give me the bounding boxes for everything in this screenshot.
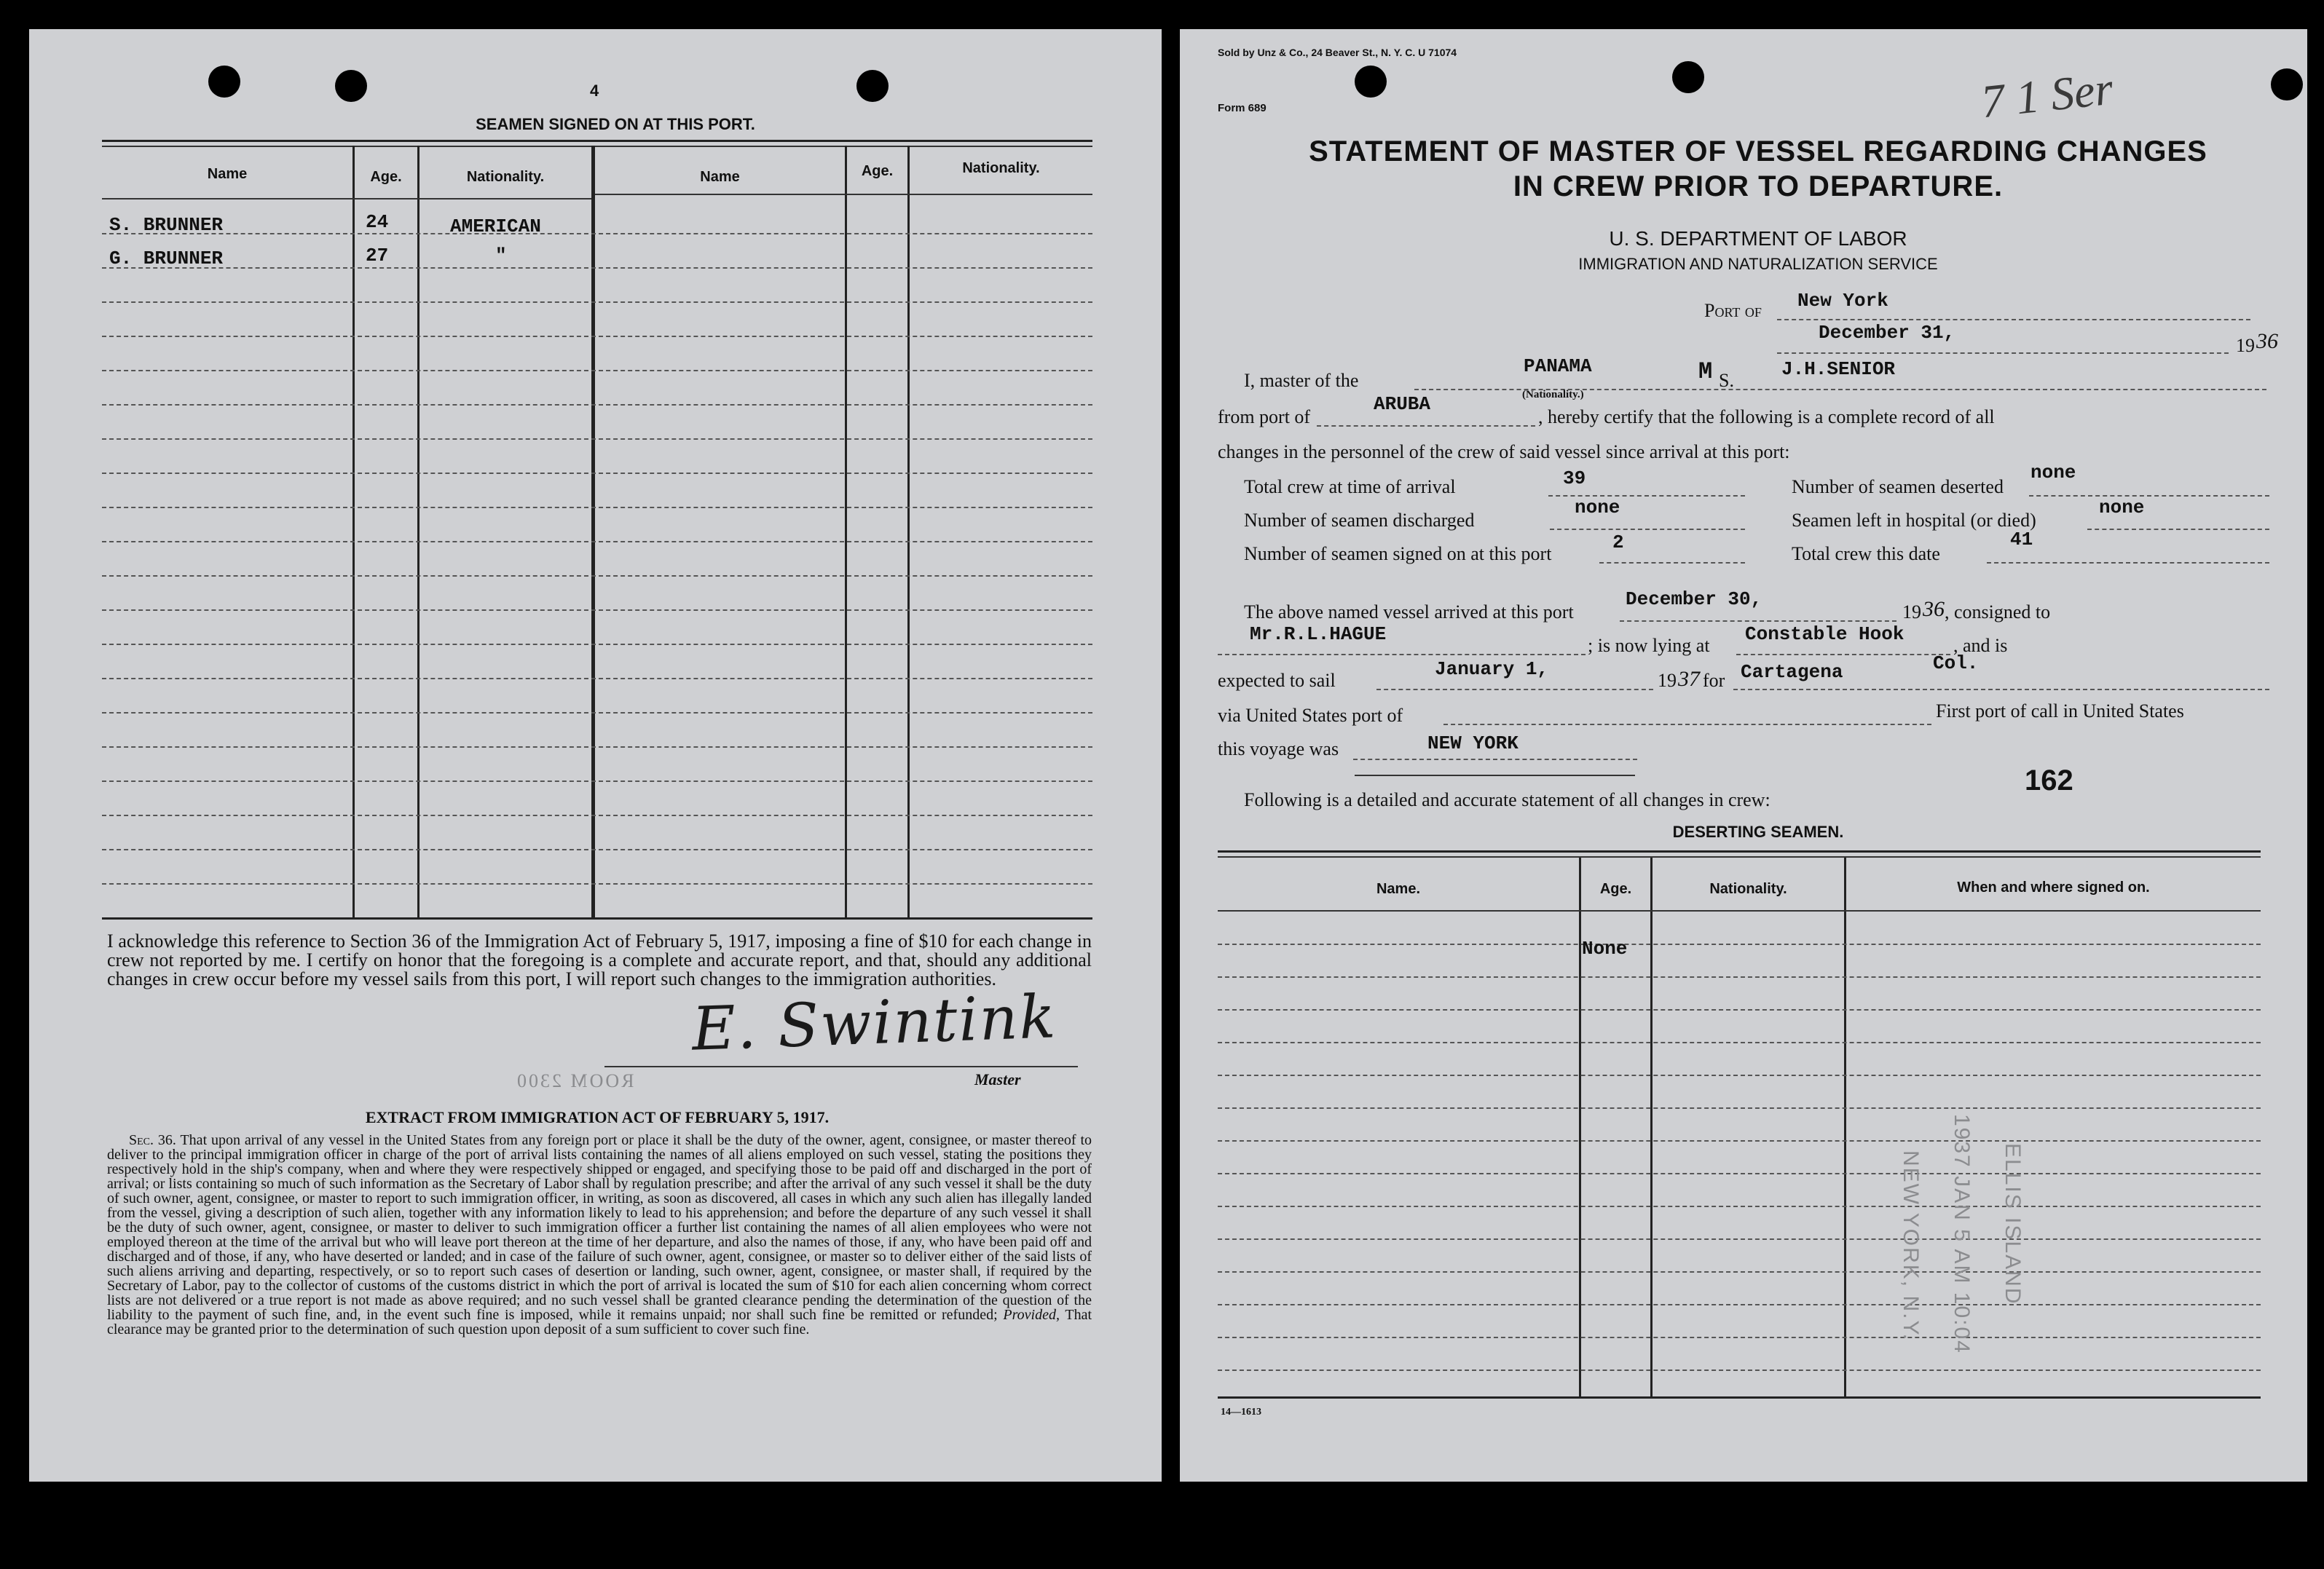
row-rule	[102, 815, 1092, 816]
certify-text: , hereby certify that the following is a complete record of all	[1538, 406, 1995, 427]
room-stamp: ROOM 2300	[515, 1070, 634, 1091]
column-header-age: Age.	[861, 163, 894, 179]
fill-line	[2029, 495, 2269, 497]
voyage-label: this voyage was	[1218, 738, 1339, 759]
none-entry: None	[1582, 938, 1628, 960]
acknowledgment-text: I acknowledge this reference to Section 36 of the Immigration Act of February 5, 1917, imposing a fine of $10 for each change in crew not reported by me. I certify on honor that the foregoing is a complete and accurate report, and that, should any additional changes in crew occur before my vessel sails from this port, I will report such changes to the immigration authorities.	[107, 930, 1092, 989]
first-port-label: First port of call in United States	[1936, 700, 2184, 722]
table-top-rule	[1218, 856, 2261, 858]
row-rule	[102, 849, 1092, 850]
table-cell-nationality: AMERICAN	[450, 216, 541, 237]
punch-hole	[1672, 61, 1704, 93]
column-divider	[845, 146, 847, 917]
fill-line	[1733, 689, 2269, 690]
row-rule	[1218, 1075, 2261, 1076]
fill-line	[2087, 529, 2269, 530]
fill-underline	[1355, 775, 1635, 776]
vessel-name: J.H.SENIOR	[1781, 358, 1896, 380]
header-bottom-rule	[595, 194, 1092, 195]
left-page	[29, 29, 1162, 1482]
row-rule	[102, 609, 1092, 611]
hospital-value: none	[2099, 497, 2145, 518]
consignee-value: Mr.R.L.HAGUE	[1250, 623, 1387, 645]
row-rule	[1218, 1009, 2261, 1011]
row-rule	[102, 575, 1092, 577]
table-top-rule	[1218, 850, 2261, 853]
row-rule	[1218, 976, 2261, 978]
department-name: U. S. DEPARTMENT OF LABOR	[1609, 227, 1907, 250]
column-divider	[352, 146, 355, 917]
table-cell-name: G. BRUNNER	[109, 248, 224, 269]
deserted-value: none	[2030, 462, 2076, 483]
column-header-nationality: Nationality.	[962, 160, 1040, 176]
arrived-year-prefix: 19	[1902, 601, 1921, 623]
fill-line	[1777, 319, 2250, 320]
punch-hole	[335, 70, 367, 102]
destination-country: Col.	[1933, 652, 1979, 674]
header-bottom-rule	[102, 198, 591, 199]
column-header-name: Name.	[1376, 881, 1421, 897]
signature-line	[604, 1066, 1078, 1067]
column-divider	[417, 146, 419, 917]
row-rule	[102, 746, 1092, 748]
table-cell-nationality: "	[495, 245, 507, 266]
via-label: via United States port of	[1218, 705, 1403, 726]
table-top-rule	[102, 146, 1092, 147]
fill-line	[1550, 529, 1745, 530]
lying-label: ; is now lying at	[1588, 635, 1710, 656]
row-rule	[1218, 1042, 2261, 1043]
master-label: I, master of the	[1244, 370, 1359, 391]
row-rule	[102, 267, 1092, 269]
changes-text: changes in the personnel of the crew of said vessel since arrival at this port:	[1218, 441, 1790, 462]
total-crew-date-value: 41	[2010, 529, 2033, 550]
punch-hole	[208, 66, 240, 98]
extract-end: That clearance may be granted prior to the determination of such question upon deposit of a sum sufficient to cover such fine.	[107, 1307, 1092, 1337]
discharged-label: Number of seamen discharged	[1244, 510, 1475, 531]
discharged-value: none	[1575, 497, 1620, 518]
hospital-label: Seamen left in hospital (or died)	[1792, 510, 2036, 531]
row-rule	[102, 678, 1092, 679]
from-port-value: ARUBA	[1374, 393, 1431, 415]
footer-code: 14—1613	[1221, 1407, 1261, 1418]
year-suffix: 36	[2256, 329, 2278, 353]
form-number: Form 689	[1218, 102, 1267, 114]
column-divider	[1650, 858, 1653, 1396]
fill-line	[1987, 562, 2269, 564]
column-header-signed-on: When and where signed on.	[1957, 880, 2150, 896]
for-label: for	[1703, 670, 1725, 691]
table-bottom-rule	[102, 917, 1092, 920]
vessel-s: S.	[1719, 370, 1734, 391]
row-rule	[102, 473, 1092, 474]
fill-line	[1317, 425, 1535, 427]
signed-on-label: Number of seamen signed on at this port	[1244, 543, 1552, 564]
row-rule	[102, 507, 1092, 508]
fill-line	[1599, 562, 1745, 564]
table-cell-age: 27	[366, 245, 389, 266]
year-prefix: 19	[2236, 335, 2255, 356]
extract-title: EXTRACT FROM IMMIGRATION ACT OF FEBRUARY 5, 1917.	[365, 1108, 830, 1126]
vessel-type: M	[1698, 358, 1713, 385]
row-rule	[102, 336, 1092, 337]
table-top-rule	[102, 140, 1092, 142]
consigned-label: , consigned to	[1945, 601, 2051, 623]
extract-body	[107, 1133, 1092, 1337]
port-label: Port of	[1704, 300, 1762, 321]
service-name: IMMIGRATION AND NATURALIZATION SERVICE	[1578, 255, 1938, 273]
column-header-age: Age.	[370, 169, 402, 185]
row-rule	[102, 644, 1092, 645]
expected-year-prefix: 19	[1658, 670, 1677, 691]
nationality-caption: (Nationality.)	[1522, 389, 1584, 400]
column-header-age: Age.	[1599, 881, 1632, 897]
total-crew-arrival-value: 39	[1563, 467, 1586, 489]
table-cell-name: S. BRUNNER	[109, 214, 224, 236]
column-divider	[591, 146, 595, 917]
arrived-label: The above named vessel arrived at this port	[1244, 601, 1574, 623]
port-value: New York	[1797, 290, 1888, 312]
column-header-name: Name	[700, 169, 740, 185]
right-page	[1180, 29, 2307, 1482]
punch-hole	[2271, 68, 2303, 100]
row-rule	[1218, 944, 2261, 945]
row-rule	[102, 370, 1092, 371]
row-rule	[102, 301, 1092, 303]
row-rule	[1218, 1107, 2261, 1109]
destination-value: Cartagena	[1741, 661, 1843, 683]
column-header-nationality: Nationality.	[1709, 881, 1787, 897]
fill-line	[1376, 689, 1653, 690]
row-rule	[102, 780, 1092, 782]
column-header-nationality: Nationality.	[466, 169, 545, 185]
following-text: Following is a detailed and accurate statement of all changes in crew:	[1244, 789, 1770, 810]
row-rule	[102, 712, 1092, 714]
fill-line	[1620, 620, 1896, 622]
column-divider	[1579, 858, 1581, 1396]
form-title: IN CREW PRIOR TO DEPARTURE.	[1513, 170, 2004, 202]
row-rule	[102, 233, 1092, 234]
lying-value: Constable Hook	[1745, 623, 1905, 645]
column-divider	[1844, 858, 1846, 1396]
stamp-line: 1937 JAN 5 AM 10:04	[1950, 1114, 1974, 1354]
page-stamp: 162	[2025, 764, 2073, 797]
punch-hole	[856, 70, 889, 102]
extract-text: That upon arrival of any vessel in the United States from any foreign port or place it shall be the duty of the owner, agent, consignee, or master thereof to deliver to the principal immigration officer in charge of the port of arrival lists containing the names of all aliens employed on such vessel, stating the positions they respectively hold in the ship's company, when and where they were respectively shipped or engaged, and specifying those to be paid off and discharged in the port of arrival; or lists containing so much of such information as the Secretary of Labor shall by regulation prescribe; and after the arrival of any such vessel it shall be the duty of such owner, agent, consignee, or master to report to such immigration officer, in writing, as soon as discovered, all cases in which any such alien has illegally landed from the vessel, giving a description of such alien, together with any information likely to lead to his apprehension; and before the departure of any such vessel it shall be the duty of such owner, agent, consignee, or master to deliver to such immigration officer a further list containing the names of all alien employees who were not employed thereon at the time of the arrival but who will leave port thereon at the time of her departure, and also the names of those, if any, who have been paid off and discharged and of those, if any, who have deserted or landed; and in case of the failure of such owner, agent, consignee, or master so to deliver either of the said lists of such aliens arriving and departing, respectively, or so to report such cases of desertion or landing, such owner, agent, consignee, or master shall, if required by the Secretary of Labor, pay to the collector of customs of the customs district in which the port of arrival is located the sum of $10 for each alien concerning whom correct lists are not delivered or a true report is not made as above required; and no such vessel shall be granted clearance pending the determination of the question of the liability to the payment of such fine, and, in the event such fine is imposed, while it remains unpaid; nor shall such fine be remitted or refunded;	[107, 1132, 1092, 1323]
total-crew-arrival-label: Total crew at time of arrival	[1244, 476, 1456, 497]
handwritten-note: 7 1 Ser	[1978, 62, 2116, 128]
signed-on-value: 2	[1612, 531, 1624, 553]
arrived-value: December 30,	[1626, 588, 1762, 610]
stamp-line: NEW YORK, N.Y.	[1899, 1150, 1923, 1341]
ellis-island-stamp	[1899, 1114, 2112, 1354]
fill-line	[1443, 724, 1931, 725]
fill-line	[1353, 759, 1637, 760]
stamp-line: ELLIS ISLAND	[2001, 1143, 2025, 1305]
expected-year-suffix: 37	[1678, 667, 1700, 691]
and-is-text: , and is	[1953, 635, 2008, 656]
from-port-label: from port of	[1218, 406, 1311, 427]
nationality-value: PANAMA	[1524, 355, 1592, 377]
expected-value: January 1,	[1435, 658, 1549, 680]
arrived-year-suffix: 36	[1923, 597, 1945, 621]
date-value: December 31,	[1819, 322, 1955, 344]
fill-line	[1736, 654, 1950, 655]
row-rule	[102, 883, 1092, 885]
voyage-value: NEW YORK	[1427, 732, 1519, 754]
row-rule	[102, 404, 1092, 406]
row-rule	[1218, 1370, 2261, 1371]
section-title: SEAMEN SIGNED ON AT THIS PORT.	[476, 115, 755, 133]
column-divider	[907, 146, 910, 917]
section-label: Sec. 36.	[129, 1132, 176, 1148]
deserted-label: Number of seamen deserted	[1792, 476, 2004, 497]
master-signature: E. Swintink	[690, 982, 1058, 1064]
column-header-name: Name	[207, 166, 248, 182]
row-rule	[102, 438, 1092, 440]
fill-line	[1777, 352, 2229, 354]
table-cell-age: 24	[366, 211, 389, 233]
header-bottom-rule	[1218, 910, 2261, 912]
expected-label: expected to sail	[1218, 670, 1336, 691]
fill-line	[1218, 654, 1586, 655]
punch-hole	[1355, 66, 1387, 98]
deserting-title: DESERTING SEAMEN.	[1672, 823, 1844, 841]
total-crew-date-label: Total crew this date	[1792, 543, 1940, 564]
page-number: 4	[590, 82, 599, 100]
printer-imprint: Sold by Unz & Co., 24 Beaver St., N. Y. C. U 71074	[1218, 47, 1457, 58]
master-label: Master	[974, 1070, 1021, 1088]
table-bottom-rule	[1218, 1396, 2261, 1399]
extract-provided: Provided,	[1003, 1307, 1060, 1323]
row-rule	[102, 541, 1092, 542]
form-title: STATEMENT OF MASTER OF VESSEL REGARDING CHANGES	[1309, 135, 2207, 167]
